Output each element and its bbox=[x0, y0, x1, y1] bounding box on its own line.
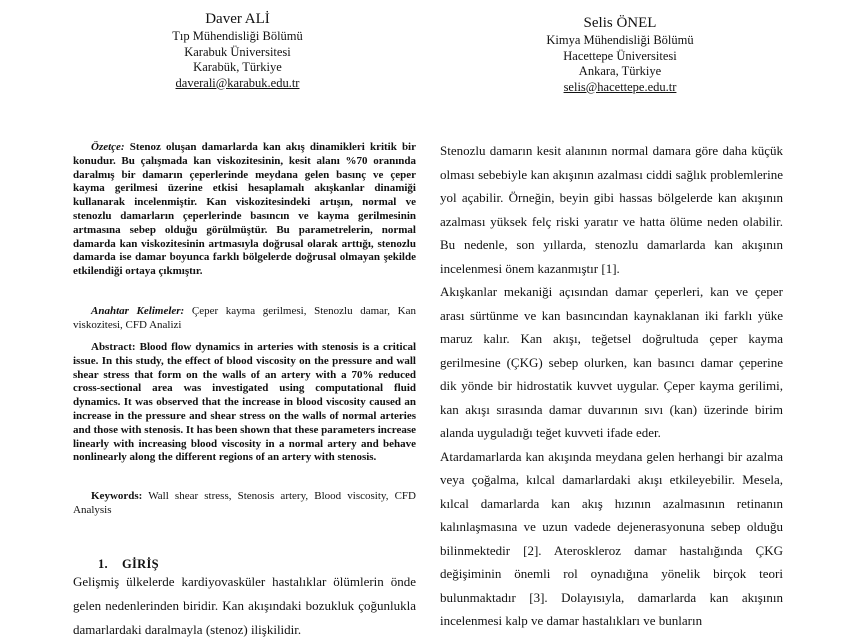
turkish-abstract bbox=[73, 141, 416, 279]
body-paragraph: Akışkanlar mekaniği açısından damar çeperleri, kan ve çeper arası sürtünme ve kan basıncından kaynaklanan iki farklı yüke maruz kalır. Kan akışı, teğetsel doğrultuda çeper kayma gerilmesine (ÇKG) sebep olurken, kan basıncı damar çeperine dik yönde bir hidrostatik kuvvet uygular. Çeper kayma gerilimi, kan akışı sırasında damar duvarının sıvı (kan) üzerinde birim alanda uyguladığı teğet kuvveti ifade eder. bbox=[440, 284, 783, 440]
author-email-link[interactable]: daverali@karabuk.edu.tr bbox=[175, 75, 300, 90]
keywords-tr-text: Çeper kayma gerilmesi, Stenozlu damar, Kan viskozitesi, CFD Analizi bbox=[73, 305, 417, 331]
author-block-2 bbox=[510, 14, 730, 95]
english-keywords bbox=[73, 490, 416, 518]
body-paragraph: Atardamarlarda kan akışında meydana gelen herhangi bir azalma veya çoğalma, kılcal damarlardaki akışı etkileyebilir. Mesela, kılcal damarlarda kan akış hızının azalmasının retinanın kalınlaşmasına ve uzun vadede dejenerasyonuna sebep olduğu bilinmektedir [2]. Ateroskleroz damar hastalığında ÇKG değişiminin önemli rol oynadığına yönelik birçok teori bulunmaktadır [3]. Dolayısıyla, damarlarda kan akışının incelenmesi kalp ve damar hastalıkları ve bunların bbox=[440, 448, 783, 628]
english-abstract bbox=[73, 341, 416, 465]
keywords-tr-label: Anahtar Kelimeler: bbox=[91, 305, 185, 317]
left-body-text bbox=[73, 570, 416, 642]
keywords-en-label: Keywords: bbox=[91, 490, 143, 502]
section-number: 1. bbox=[98, 557, 108, 571]
abstract-tr-text: Stenoz oluşan damarlarda kan akış dinamikleri kritik bir konudur. Bu çalışmada kan viskozitesinin, kesit alanı %70 oranında daralmış bir damarın çeperlerinde meydana gelen basınç ve çeper kayma gerilmesi üzerine etkisi hesaplamalı akışkanlar dinamiği kullanarak incelenmiştir. Kan viskozitesindeki artışın, normal ve stenozlu damarların çeperlerinde basıncın ve kayma gerilmesinin artmasına sebep olduğu görülmüştür. Bu parametrelerin, normal damarda kan viskozitesinin artmasıyla doğrusal olarak arttığı, stenozlu damarda ise damar boyunca farklı bölgelerde doğrusal olmayan şekilde etkilendiği ortaya çıkmıştır. bbox=[73, 141, 416, 278]
author-location: Ankara, Türkiye bbox=[578, 64, 662, 78]
author-location: Karabük, Türkiye bbox=[193, 60, 282, 74]
author-email-link[interactable]: selis@hacettepe.edu.tr bbox=[563, 79, 677, 94]
turkish-keywords bbox=[73, 305, 416, 333]
keywords-en-text: Wall shear stress, Stenosis artery, Blood viscosity, CFD Analysis bbox=[73, 490, 416, 516]
abstract-tr-label: Özetçe: bbox=[91, 141, 125, 153]
author-university: Karabuk Üniversitesi bbox=[184, 44, 291, 59]
section-title: GİRİŞ bbox=[121, 557, 159, 571]
author-name: Selis ÖNEL bbox=[583, 15, 657, 31]
abstract-en-label: Abstract: bbox=[91, 341, 136, 353]
body-paragraph: Stenozlu damarın kesit alanının normal damara göre daha küçük olması sebebiyle kan akışının azalması ciddi sağlık problemlerine yol açabilir. Örneğin, beyin gibi hassas bölgelerde kan akışının azalması yüksek felç riski yaratır ve hatta ölüme neden olabilir. Bu nedenle, son yıllarda, stenozlu damarlarda kan akışının incelenmesi önem kazanmıştır [1]. bbox=[440, 143, 783, 276]
body-paragraph: Gelişmiş ülkelerde kardiyovasküler hastalıklar ölümlerin önde gelen nedenlerinden biridir. Kan akışındaki bozukluk çoğunlukla damarlardaki daralmayla (stenoz) ilişkilidir. bbox=[73, 574, 416, 637]
abstract-en-text: Blood flow dynamics in arteries with stenosis is a critical issue. In this study, the effect of blood viscosity on the pressure and wall shear stress that form on the walls of an artery with a 70% reduced cross-sectional area was investigated using computational fluid dynamics. It was observed that the increase in blood viscosity caused an increase in the pressure and shear stress on the walls of normal arteries and those with stenosis. It has been shown that these parameters increase linearly with increasing blood viscosity in a normal artery and behave nonlinearly along the different regions of an artery with stenosis. bbox=[73, 341, 417, 464]
author-department: Kimya Mühendisliği Bölümü bbox=[546, 33, 694, 47]
author-block-1 bbox=[135, 10, 340, 91]
right-column-text bbox=[440, 139, 783, 633]
author-name: Daver ALİ bbox=[205, 11, 270, 27]
author-department: Tıp Mühendisliği Bölümü bbox=[172, 29, 303, 43]
author-university: Hacettepe Üniversitesi bbox=[563, 48, 677, 63]
